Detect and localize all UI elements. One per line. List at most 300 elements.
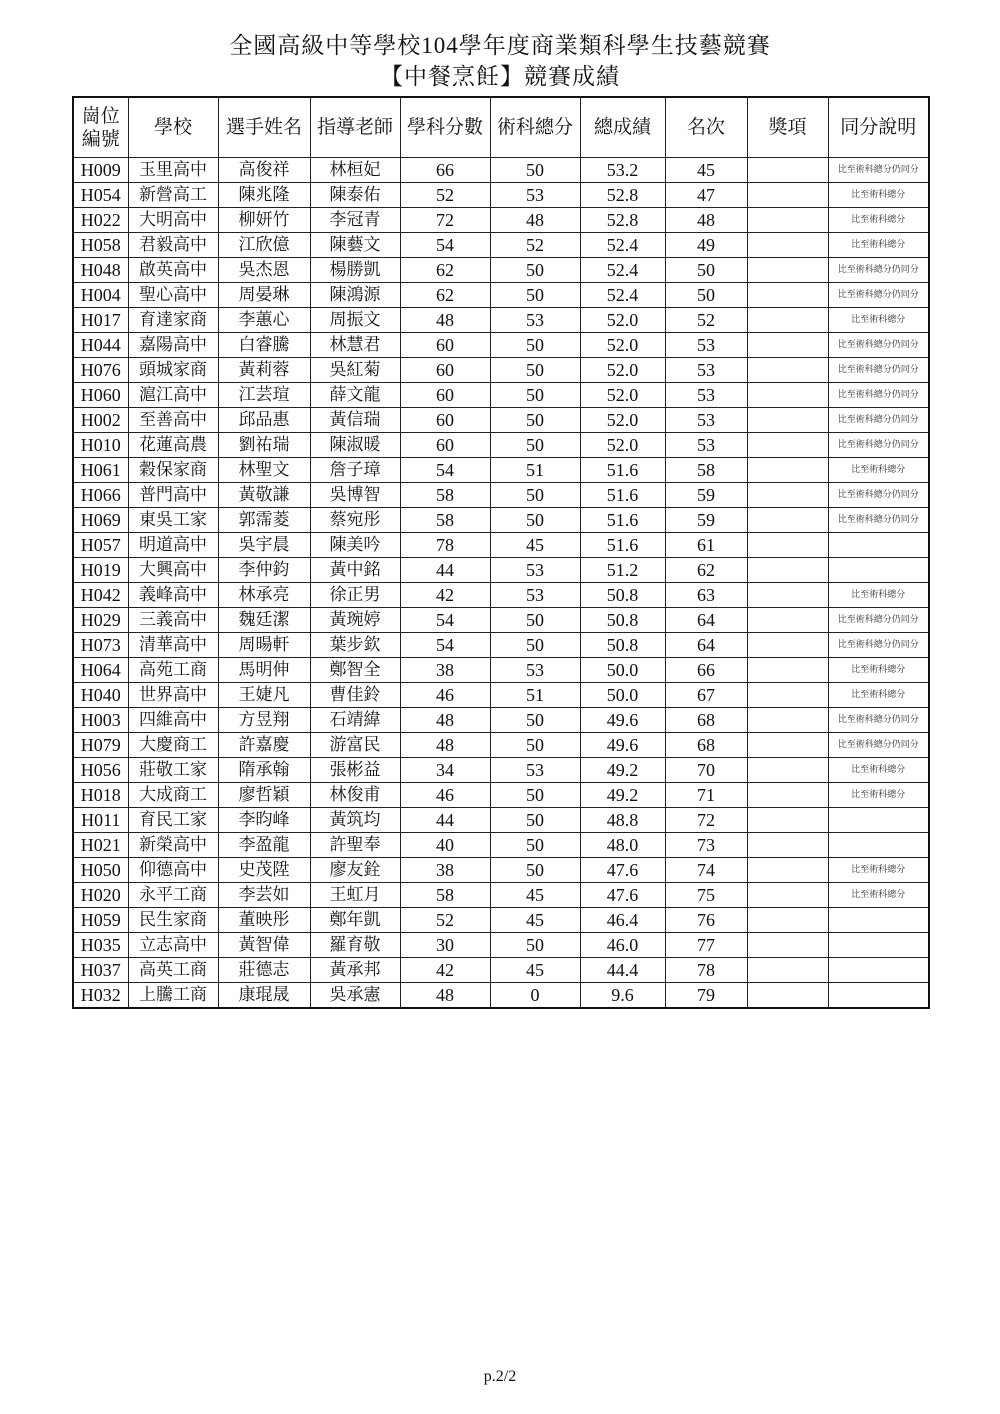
cell-student: 魏廷潔 (218, 608, 310, 633)
cell-rank: 50 (665, 258, 747, 283)
cell-total: 44.4 (580, 958, 665, 983)
table-row (73, 958, 929, 983)
table-row (73, 883, 929, 908)
cell-rank: 73 (665, 833, 747, 858)
cell-school: 育民工家 (128, 808, 218, 833)
cell-school: 育達家商 (128, 308, 218, 333)
cell-student: 吳宇晨 (218, 533, 310, 558)
cell-student: 李仲鈞 (218, 558, 310, 583)
cell-total: 46.0 (580, 933, 665, 958)
cell-teacher: 許聖奉 (310, 833, 400, 858)
cell-id: H064 (73, 658, 128, 683)
cell-teacher: 黃筑均 (310, 808, 400, 833)
cell-id: H069 (73, 508, 128, 533)
cell-practical: 50 (490, 258, 580, 283)
cell-written: 60 (400, 333, 490, 358)
header-row (73, 97, 929, 158)
cell-award (747, 358, 828, 383)
cell-total: 50.0 (580, 683, 665, 708)
cell-written: 48 (400, 308, 490, 333)
cell-teacher: 林慧君 (310, 333, 400, 358)
results-body (73, 158, 929, 1009)
cell-teacher: 葉步欽 (310, 633, 400, 658)
table-row (73, 358, 929, 383)
cell-practical: 50 (490, 783, 580, 808)
table-row (73, 283, 929, 308)
cell-student: 江芸瑄 (218, 383, 310, 408)
cell-id: H022 (73, 208, 128, 233)
table-row (73, 808, 929, 833)
cell-note: 比至術科總分 (828, 783, 929, 808)
cell-school: 仰德高中 (128, 858, 218, 883)
cell-school: 民生家商 (128, 908, 218, 933)
table-row (73, 183, 929, 208)
cell-student: 吳杰恩 (218, 258, 310, 283)
cell-id: H011 (73, 808, 128, 833)
cell-written: 42 (400, 958, 490, 983)
cell-rank: 68 (665, 708, 747, 733)
cell-student: 黃莉蓉 (218, 358, 310, 383)
cell-id: H004 (73, 283, 128, 308)
cell-total: 52.0 (580, 333, 665, 358)
cell-teacher: 楊勝凱 (310, 258, 400, 283)
cell-rank: 52 (665, 308, 747, 333)
cell-total: 46.4 (580, 908, 665, 933)
cell-teacher: 吳承憲 (310, 983, 400, 1009)
cell-award (747, 233, 828, 258)
cell-total: 52.0 (580, 383, 665, 408)
cell-practical: 53 (490, 558, 580, 583)
cell-note: 比至術科總分仍同分 (828, 358, 929, 383)
cell-school: 大慶商工 (128, 733, 218, 758)
document-title: 全國高級中等學校104學年度商業類科學生技藝競賽 (229, 33, 771, 58)
cell-note: 比至術科總分仍同分 (828, 608, 929, 633)
cell-id: H029 (73, 608, 128, 633)
cell-student: 陳兆隆 (218, 183, 310, 208)
cell-teacher: 薛文龍 (310, 383, 400, 408)
cell-school: 高苑工商 (128, 658, 218, 683)
cell-school: 三義高中 (128, 608, 218, 633)
cell-award (747, 958, 828, 983)
cell-written: 48 (400, 708, 490, 733)
cell-practical: 50 (490, 633, 580, 658)
results-table (72, 96, 930, 1009)
cell-award (747, 633, 828, 658)
cell-total: 51.6 (580, 533, 665, 558)
cell-note: 比至術科總分 (828, 233, 929, 258)
cell-total: 52.8 (580, 183, 665, 208)
cell-note: 比至術科總分 (828, 658, 929, 683)
cell-practical: 50 (490, 408, 580, 433)
cell-rank: 47 (665, 183, 747, 208)
cell-rank: 63 (665, 583, 747, 608)
cell-award (747, 158, 828, 183)
cell-practical: 50 (490, 708, 580, 733)
cell-school: 四維高中 (128, 708, 218, 733)
cell-award (747, 183, 828, 208)
cell-student: 李盈龍 (218, 833, 310, 858)
cell-practical: 50 (490, 383, 580, 408)
cell-total: 52.0 (580, 433, 665, 458)
table-row (73, 383, 929, 408)
cell-school: 立志高中 (128, 933, 218, 958)
cell-rank: 78 (665, 958, 747, 983)
cell-practical: 50 (490, 508, 580, 533)
cell-student: 史茂陞 (218, 858, 310, 883)
cell-award (747, 383, 828, 408)
table-row (73, 208, 929, 233)
cell-id: H057 (73, 533, 128, 558)
cell-award (747, 483, 828, 508)
cell-practical: 53 (490, 308, 580, 333)
cell-rank: 68 (665, 733, 747, 758)
cell-written: 58 (400, 883, 490, 908)
cell-note (828, 558, 929, 583)
cell-practical: 51 (490, 458, 580, 483)
table-row (73, 733, 929, 758)
cell-written: 30 (400, 933, 490, 958)
cell-id: H054 (73, 183, 128, 208)
cell-school: 新榮高中 (128, 833, 218, 858)
cell-teacher: 鄭智全 (310, 658, 400, 683)
cell-written: 40 (400, 833, 490, 858)
cell-school: 頭城家商 (128, 358, 218, 383)
cell-student: 方昱翔 (218, 708, 310, 733)
cell-total: 48.0 (580, 833, 665, 858)
cell-id: H079 (73, 733, 128, 758)
cell-total: 50.0 (580, 658, 665, 683)
cell-practical: 53 (490, 758, 580, 783)
cell-award (747, 533, 828, 558)
cell-rank: 58 (665, 458, 747, 483)
table-row (73, 158, 929, 183)
cell-school: 大成商工 (128, 783, 218, 808)
cell-written: 42 (400, 583, 490, 608)
cell-written: 38 (400, 658, 490, 683)
cell-total: 9.6 (580, 983, 665, 1009)
col-header-tie-note: 同分說明 (828, 97, 929, 158)
cell-note (828, 908, 929, 933)
cell-teacher: 張彬益 (310, 758, 400, 783)
cell-id: H032 (73, 983, 128, 1009)
cell-award (747, 333, 828, 358)
cell-note: 比至術科總分仍同分 (828, 383, 929, 408)
cell-total: 52.0 (580, 358, 665, 383)
cell-teacher: 吳博智 (310, 483, 400, 508)
cell-rank: 66 (665, 658, 747, 683)
cell-total: 49.2 (580, 783, 665, 808)
cell-rank: 79 (665, 983, 747, 1009)
cell-rank: 77 (665, 933, 747, 958)
cell-written: 60 (400, 383, 490, 408)
cell-id: H035 (73, 933, 128, 958)
cell-school: 莊敬工家 (128, 758, 218, 783)
cell-student: 李芸如 (218, 883, 310, 908)
page-number: p.2/2 (483, 1368, 517, 1385)
cell-award (747, 908, 828, 933)
cell-school: 普門高中 (128, 483, 218, 508)
cell-school: 滬江高中 (128, 383, 218, 408)
cell-practical: 45 (490, 908, 580, 933)
table-row (73, 933, 929, 958)
cell-award (747, 458, 828, 483)
cell-teacher: 林俊甫 (310, 783, 400, 808)
cell-student: 馬明伸 (218, 658, 310, 683)
cell-id: H059 (73, 908, 128, 933)
cell-id: H009 (73, 158, 128, 183)
cell-note (828, 808, 929, 833)
table-row (73, 558, 929, 583)
table-row (73, 658, 929, 683)
cell-practical: 50 (490, 933, 580, 958)
cell-rank: 76 (665, 908, 747, 933)
cell-total: 50.8 (580, 608, 665, 633)
cell-id: H019 (73, 558, 128, 583)
cell-student: 劉祐瑞 (218, 433, 310, 458)
cell-school: 世界高中 (128, 683, 218, 708)
cell-id: H061 (73, 458, 128, 483)
cell-rank: 48 (665, 208, 747, 233)
cell-teacher: 陳美吟 (310, 533, 400, 558)
cell-school: 大興高中 (128, 558, 218, 583)
cell-practical: 45 (490, 533, 580, 558)
cell-teacher: 曹佳鈴 (310, 683, 400, 708)
cell-student: 郭霈菱 (218, 508, 310, 533)
table-row (73, 983, 929, 1009)
cell-award (747, 808, 828, 833)
cell-teacher: 鄭年凱 (310, 908, 400, 933)
cell-teacher: 游富民 (310, 733, 400, 758)
cell-rank: 72 (665, 808, 747, 833)
cell-note: 比至術科總分 (828, 183, 929, 208)
table-row (73, 333, 929, 358)
cell-note: 比至術科總分 (828, 683, 929, 708)
cell-teacher: 黃琬婷 (310, 608, 400, 633)
cell-note: 比至術科總分仍同分 (828, 433, 929, 458)
cell-written: 54 (400, 608, 490, 633)
table-row (73, 233, 929, 258)
table-row (73, 533, 929, 558)
cell-school: 嘉陽高中 (128, 333, 218, 358)
cell-rank: 49 (665, 233, 747, 258)
cell-total: 51.6 (580, 508, 665, 533)
cell-total: 52.4 (580, 258, 665, 283)
table-row (73, 308, 929, 333)
cell-student: 柳妍竹 (218, 208, 310, 233)
cell-total: 50.8 (580, 633, 665, 658)
col-header-practical-score: 術科總分 (490, 97, 580, 158)
cell-teacher: 徐正男 (310, 583, 400, 608)
cell-total: 47.6 (580, 883, 665, 908)
cell-id: H040 (73, 683, 128, 708)
cell-written: 48 (400, 733, 490, 758)
cell-practical: 0 (490, 983, 580, 1009)
cell-student: 黃敬謙 (218, 483, 310, 508)
cell-note (828, 533, 929, 558)
document-subtitle: 【中餐烹飪】競賽成績 (380, 64, 620, 89)
cell-total: 48.8 (580, 808, 665, 833)
table-row (73, 858, 929, 883)
table-row (73, 458, 929, 483)
cell-total: 52.4 (580, 233, 665, 258)
cell-rank: 59 (665, 508, 747, 533)
cell-practical: 53 (490, 658, 580, 683)
cell-award (747, 858, 828, 883)
cell-teacher: 周振文 (310, 308, 400, 333)
cell-note: 比至術科總分 (828, 758, 929, 783)
cell-award (747, 583, 828, 608)
cell-id: H010 (73, 433, 128, 458)
cell-student: 邱品惠 (218, 408, 310, 433)
table-row (73, 683, 929, 708)
cell-written: 48 (400, 983, 490, 1009)
table-row (73, 908, 929, 933)
cell-award (747, 733, 828, 758)
cell-written: 72 (400, 208, 490, 233)
col-header-teacher: 指導老師 (310, 97, 400, 158)
cell-school: 清華高中 (128, 633, 218, 658)
cell-practical: 52 (490, 233, 580, 258)
cell-practical: 50 (490, 858, 580, 883)
cell-award (747, 308, 828, 333)
cell-total: 49.6 (580, 708, 665, 733)
cell-teacher: 黃中銘 (310, 558, 400, 583)
cell-id: H076 (73, 358, 128, 383)
col-header-rank: 名次 (665, 97, 747, 158)
cell-school: 義峰高中 (128, 583, 218, 608)
cell-award (747, 833, 828, 858)
cell-total: 52.4 (580, 283, 665, 308)
col-header-award: 獎項 (747, 97, 828, 158)
cell-award (747, 508, 828, 533)
cell-id: H058 (73, 233, 128, 258)
cell-written: 60 (400, 358, 490, 383)
cell-practical: 50 (490, 833, 580, 858)
cell-rank: 64 (665, 633, 747, 658)
table-row (73, 258, 929, 283)
cell-written: 54 (400, 233, 490, 258)
cell-teacher: 陳淑暖 (310, 433, 400, 458)
cell-school: 花蓮高農 (128, 433, 218, 458)
cell-id: H048 (73, 258, 128, 283)
cell-school: 穀保家商 (128, 458, 218, 483)
col-header-station-id: 崗位 編號 (73, 97, 128, 158)
cell-award (747, 608, 828, 633)
cell-student: 王婕凡 (218, 683, 310, 708)
cell-student: 康琨晟 (218, 983, 310, 1009)
cell-rank: 67 (665, 683, 747, 708)
cell-written: 52 (400, 908, 490, 933)
cell-note: 比至術科總分仍同分 (828, 483, 929, 508)
cell-teacher: 黃承邦 (310, 958, 400, 983)
cell-rank: 53 (665, 408, 747, 433)
cell-rank: 53 (665, 358, 747, 383)
cell-note: 比至術科總分仍同分 (828, 508, 929, 533)
cell-total: 51.6 (580, 483, 665, 508)
cell-student: 李昀峰 (218, 808, 310, 833)
cell-total: 50.8 (580, 583, 665, 608)
cell-rank: 53 (665, 333, 747, 358)
table-row (73, 833, 929, 858)
cell-school: 至善高中 (128, 408, 218, 433)
cell-award (747, 208, 828, 233)
cell-id: H056 (73, 758, 128, 783)
cell-note: 比至術科總分 (828, 883, 929, 908)
cell-school: 高英工商 (128, 958, 218, 983)
cell-note (828, 983, 929, 1009)
cell-student: 周暘軒 (218, 633, 310, 658)
cell-practical: 51 (490, 683, 580, 708)
cell-id: H042 (73, 583, 128, 608)
cell-written: 66 (400, 158, 490, 183)
cell-note: 比至術科總分仍同分 (828, 408, 929, 433)
cell-student: 林承亮 (218, 583, 310, 608)
cell-rank: 71 (665, 783, 747, 808)
cell-student: 董映彤 (218, 908, 310, 933)
cell-student: 林聖文 (218, 458, 310, 483)
cell-practical: 48 (490, 208, 580, 233)
cell-award (747, 408, 828, 433)
cell-note: 比至術科總分仍同分 (828, 733, 929, 758)
cell-note (828, 933, 929, 958)
cell-student: 李蕙心 (218, 308, 310, 333)
cell-note: 比至術科總分 (828, 583, 929, 608)
table-row (73, 408, 929, 433)
cell-note: 比至術科總分仍同分 (828, 633, 929, 658)
cell-rank: 75 (665, 883, 747, 908)
cell-note (828, 833, 929, 858)
table-row (73, 758, 929, 783)
cell-note: 比至術科總分 (828, 308, 929, 333)
cell-rank: 62 (665, 558, 747, 583)
cell-teacher: 廖友銓 (310, 858, 400, 883)
table-row (73, 633, 929, 658)
col-header-total-score: 總成績 (580, 97, 665, 158)
cell-note: 比至術科總分仍同分 (828, 333, 929, 358)
cell-student: 許嘉慶 (218, 733, 310, 758)
cell-student: 黃智偉 (218, 933, 310, 958)
cell-teacher: 羅育敬 (310, 933, 400, 958)
cell-id: H021 (73, 833, 128, 858)
cell-student: 莊德志 (218, 958, 310, 983)
cell-written: 52 (400, 183, 490, 208)
cell-school: 玉里高中 (128, 158, 218, 183)
cell-id: H050 (73, 858, 128, 883)
cell-rank: 53 (665, 433, 747, 458)
cell-id: H060 (73, 383, 128, 408)
cell-id: H017 (73, 308, 128, 333)
cell-note: 比至術科總分 (828, 208, 929, 233)
cell-practical: 50 (490, 733, 580, 758)
cell-teacher: 蔡宛彤 (310, 508, 400, 533)
cell-practical: 53 (490, 583, 580, 608)
cell-award (747, 933, 828, 958)
cell-award (747, 783, 828, 808)
cell-school: 大明高中 (128, 208, 218, 233)
cell-student: 高俊祥 (218, 158, 310, 183)
cell-rank: 64 (665, 608, 747, 633)
cell-award (747, 258, 828, 283)
cell-award (747, 433, 828, 458)
cell-practical: 50 (490, 158, 580, 183)
cell-school: 東吳工家 (128, 508, 218, 533)
cell-rank: 61 (665, 533, 747, 558)
cell-teacher: 石靖緯 (310, 708, 400, 733)
cell-teacher: 陳藝文 (310, 233, 400, 258)
cell-practical: 50 (490, 283, 580, 308)
cell-id: H037 (73, 958, 128, 983)
cell-total: 49.2 (580, 758, 665, 783)
